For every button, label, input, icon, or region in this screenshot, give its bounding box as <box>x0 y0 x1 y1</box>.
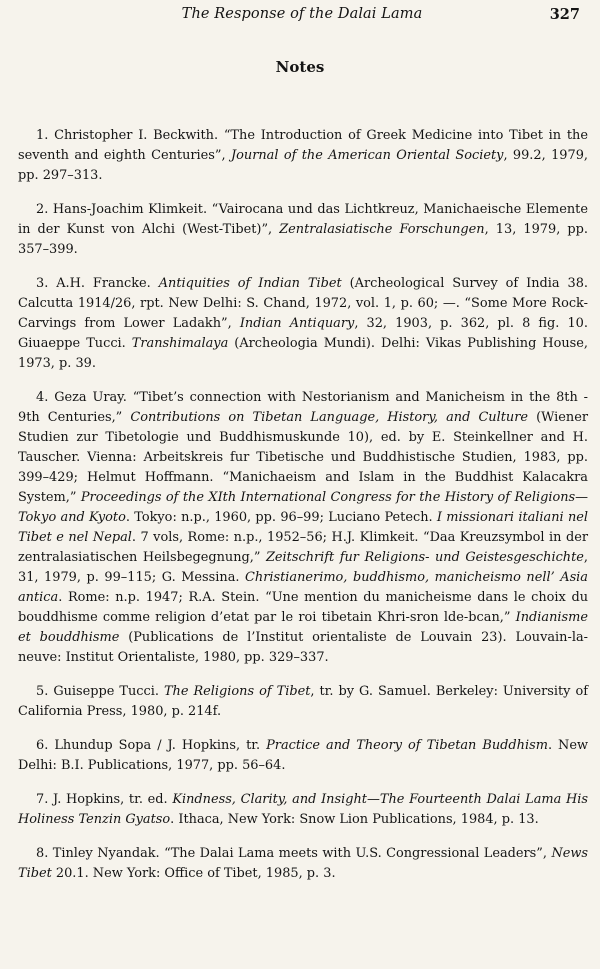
note-italic-title: Christianerimo, buddhismo, manicheismo nell’ Asia antica <box>18 570 588 605</box>
note-text: . 7 vols, Rome: n.p., 1952–56; H.J. Klimkeit. “Daa Kreuzsymbol in der zentralasiatischen Heilsbegegnung,” <box>18 530 588 565</box>
note-number: 3. <box>36 276 49 291</box>
note-5 <box>18 682 588 722</box>
note-number: 2. <box>36 202 49 217</box>
page-number: 327 <box>549 6 580 23</box>
note-italic-title: Antiquities of Indian Tibet <box>158 276 342 291</box>
note-italic-title: Practice and Theory of Tibetan Buddhism <box>266 738 548 753</box>
note-text: . Ithaca, New York: Snow Lion Publications, 1984, p. 13. <box>170 812 539 827</box>
note-text: . Rome: n.p. 1947; R.A. Stein. “Une mention du manicheisme dans le choix du bouddhisme comme religion d’etat par le roi tibetain Khri-sron lde-bcan,” <box>18 590 588 625</box>
note-4 <box>18 388 588 668</box>
note-text: 20.1. New York: Office of Tibet, 1985, p. 3. <box>51 866 336 881</box>
running-head <box>20 6 584 28</box>
note-number: 4. <box>36 390 49 405</box>
note-text: . Tokyo: n.p., 1960, pp. 96–99; Luciano Petech. <box>125 510 437 525</box>
note-number: 5. <box>36 684 49 699</box>
note-text: , 31, 1979, p. 99–115; G. Messina. <box>18 550 589 585</box>
note-text: (Wiener Studien zur Tibetologie und Buddhismuskunde 10), ed. by E. Steinkellner and H. Tauscher. Vienna: Arbeitskreis fur Tibetische und Buddhistische Studien, 1983, pp. 399–429; Helmut Hoffmann. “Manichaeism and Islam in the Buddhist Kalacakra System,” <box>18 410 589 505</box>
running-title: The Response of the Dalai Lama <box>181 6 423 22</box>
note-text: J. Hopkins, tr. ed. <box>53 792 173 807</box>
note-6 <box>18 736 588 776</box>
note-number: 8. <box>36 846 49 861</box>
note-text: Christopher I. Beckwith. “The Introduction of Greek Medicine into Tibet in the seventh and eighth Centuries”, <box>18 128 588 163</box>
note-italic-title: Kindness, Clarity, and Insight—The Fourteenth Dalai Lama His Holiness Tenzin Gyatso <box>18 792 588 827</box>
note-italic-title: The Religions of Tibet <box>163 684 311 699</box>
note-text: Hans-Joachim Klimkeit. “Vairocana und das Lichtkreuz, Manichaeische Elemente in der Kunst von Alchi (West-Tibet)”, <box>18 202 588 237</box>
note-8 <box>18 844 588 884</box>
note-text: Geza Uray. “Tibet’s connection with Nestorianism and Manicheism in the 8th - 9th Centuries,” <box>18 390 588 425</box>
note-italic-title: Transhimalaya <box>131 336 229 351</box>
note-number: 6. <box>36 738 49 753</box>
note-text: A.H. Francke. <box>56 276 159 291</box>
note-text: (Archeologia Mundi). Delhi: Vikas Publishing House, 1973, p. 39. <box>18 336 588 371</box>
note-text: (Publications de l’Institut orientaliste de Louvain 23). Louvain-la-neuve: Institut Orientaliste, 1980, pp. 329–337. <box>18 630 588 665</box>
note-italic-title: Proceedings of the XIth International Congress for the History of Religions—Tokyo and Kyoto <box>18 490 589 525</box>
note-3 <box>18 274 588 374</box>
notes-heading: Notes <box>275 58 325 76</box>
note-number: 7. <box>36 792 49 807</box>
note-text: , 13, 1979, pp. 357–399. <box>18 222 588 257</box>
note-text: , 99.2, 1979, pp. 297–313. <box>18 148 588 183</box>
note-italic-title: Zentralasiatische Forschungen <box>279 222 485 237</box>
note-1 <box>18 126 588 186</box>
note-2 <box>18 200 588 260</box>
note-italic-title: Contributions on Tibetan Language, History, and Culture <box>130 410 529 425</box>
note-text: (Archeological Survey of India 38. Calcutta 1914/26, rpt. New Delhi: S. Chand, 1972, vol. 1, p. 60; —. “Some More Rock-Carvings from Lower Ladakh”, <box>18 276 588 331</box>
note-text: , tr. by G. Samuel. Berkeley: University of California Press, 1980, p. 214f. <box>18 684 588 719</box>
note-text: , 32, 1903, p. 362, pl. 8 fig. 10. Giuaeppe Tucci. <box>18 316 588 351</box>
note-italic-title: Zeitschrift fur Religions- und Geistesgeschichte <box>265 550 584 565</box>
note-7 <box>18 790 588 830</box>
note-italic-title: News Tibet <box>18 846 588 881</box>
note-text: . New Delhi: B.I. Publications, 1977, pp. 56–64. <box>18 738 588 773</box>
note-text: Lhundup Sopa / J. Hopkins, tr. <box>54 738 267 753</box>
note-italic-title: Indian Antiquary <box>239 316 355 331</box>
note-italic-title: Journal of the American Oriental Society <box>230 148 504 163</box>
note-italic-title: Indianisme et bouddhisme <box>18 610 588 645</box>
notes-list <box>18 126 588 898</box>
note-text: Guiseppe Tucci. <box>53 684 164 699</box>
note-italic-title: I missionari italiani nel Tibet e nel Nepal <box>18 510 589 545</box>
note-text: Tinley Nyandak. “The Dalai Lama meets with U.S. Congressional Leaders”, <box>52 846 552 861</box>
note-number: 1. <box>36 128 49 143</box>
